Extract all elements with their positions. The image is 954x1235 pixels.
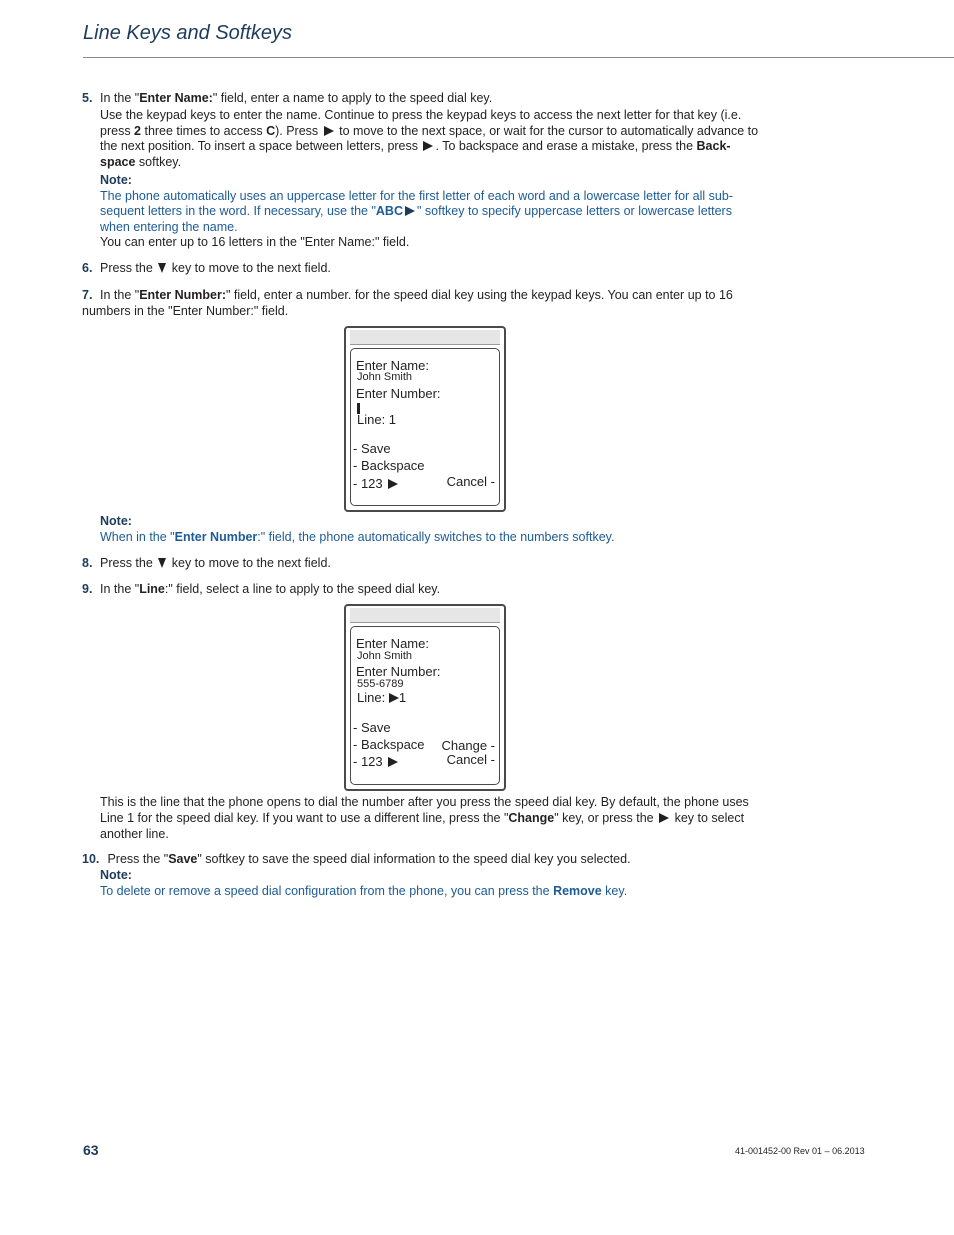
name-value: John Smith (357, 650, 413, 662)
step-5-limit: You can enter up to 16 letters in the "Enter Name:" field. (100, 235, 410, 249)
phone-screen-enter-number (344, 326, 506, 512)
right-arrow-icon (405, 206, 415, 216)
label-enter-number: Enter Number: (356, 664, 441, 679)
label-enter-number: Enter Number: (356, 386, 441, 401)
softkey-cancel[interactable]: Cancel - (446, 474, 495, 489)
step-number: 5. (82, 91, 93, 105)
right-arrow-icon (389, 693, 399, 703)
step-10-note: Note: To delete or remove a speed dial configuration from the phone, you can press the Remove key. (100, 868, 628, 898)
down-arrow-icon (158, 558, 166, 568)
step-5-instructions: Use the keypad keys to enter the name. Continue to press the keypad keys to access the next letter for that key (i.e. press 2 three times to access C). Press to move to the next space, or wait for the cursor to automatically advance to the next position. To insert a space between letters, press . To backspace and erase a mistake, press the Back-space softkey. (100, 108, 759, 169)
right-arrow-icon (423, 141, 433, 151)
note-label: Note: (100, 173, 132, 187)
page-header-title: Line Keys and Softkeys (83, 22, 293, 44)
header-divider (83, 57, 954, 58)
note-text: The phone automatically uses an uppercase letter for the first letter of each word and a lowercase letter for all sub-sequent letters in the word. If necessary, use the "ABC " softkey to specify uppercase letters or lowercase letters when entering the name. (100, 188, 733, 234)
step-10: 10. Press the "Save" softkey to save the speed dial information to the speed dial key you selected. (82, 852, 631, 866)
softkey-backspace[interactable]: - Backspace (353, 458, 425, 473)
softkey-123[interactable]: - 123 (353, 754, 400, 769)
softkey-cancel[interactable]: Cancel - (446, 752, 495, 767)
step-5: 5. In the "Enter Name:" field, enter a name to apply to the speed dial key. (82, 91, 493, 105)
right-arrow-icon (324, 126, 334, 136)
number-value: 555-6789 (357, 678, 404, 690)
softkey-backspace[interactable]: - Backspace (353, 737, 425, 752)
phone-bezel (350, 608, 500, 623)
line-field: Line: 1 (357, 412, 397, 427)
phone-screen-line-select (344, 604, 506, 791)
label-enter-name: Enter Name: (356, 636, 429, 651)
right-arrow-icon (659, 813, 669, 823)
phone-display (350, 626, 500, 785)
phone-display (350, 348, 500, 506)
softkey-save[interactable]: - Save (353, 441, 391, 456)
number-note: Note: When in the "Enter Number:" field, the phone automatically switches to the numbers softkey. (100, 514, 615, 544)
right-arrow-icon (388, 479, 398, 489)
line-explanation: This is the line that the phone opens to dial the number after you press the speed dial key. By default, the phone uses Line 1 for the speed dial key. If you want to use a different line, press the "Change" key, or press the key to select another line. (100, 795, 749, 841)
softkey-save[interactable]: - Save (353, 720, 391, 735)
label-enter-name: Enter Name: (356, 358, 429, 373)
line-field: Line: 1 (357, 690, 407, 705)
step-6: 6. Press the key to move to the next field. (82, 261, 331, 275)
down-arrow-icon (158, 263, 166, 273)
document-revision: 41-001452-00 Rev 01 – 06.2013 (735, 1146, 865, 1156)
softkey-123[interactable]: - 123 (353, 476, 400, 491)
softkey-change[interactable]: Change - (441, 738, 495, 753)
step-9: 9. In the "Line:" field, select a line to apply to the speed dial key. (82, 582, 441, 596)
phone-bezel (350, 330, 500, 345)
step-5-note (100, 173, 762, 251)
name-value: John Smith (357, 371, 413, 383)
right-arrow-icon (388, 757, 398, 767)
step-8: 8. Press the key to move to the next field. (82, 556, 331, 570)
page-number: 63 (83, 1142, 99, 1158)
step-7: 7. In the "Enter Number:" field, enter a number. for the speed dial key using the keypad keys. You can enter up to 16 numbers in the "Enter Number:" field. (82, 288, 733, 318)
